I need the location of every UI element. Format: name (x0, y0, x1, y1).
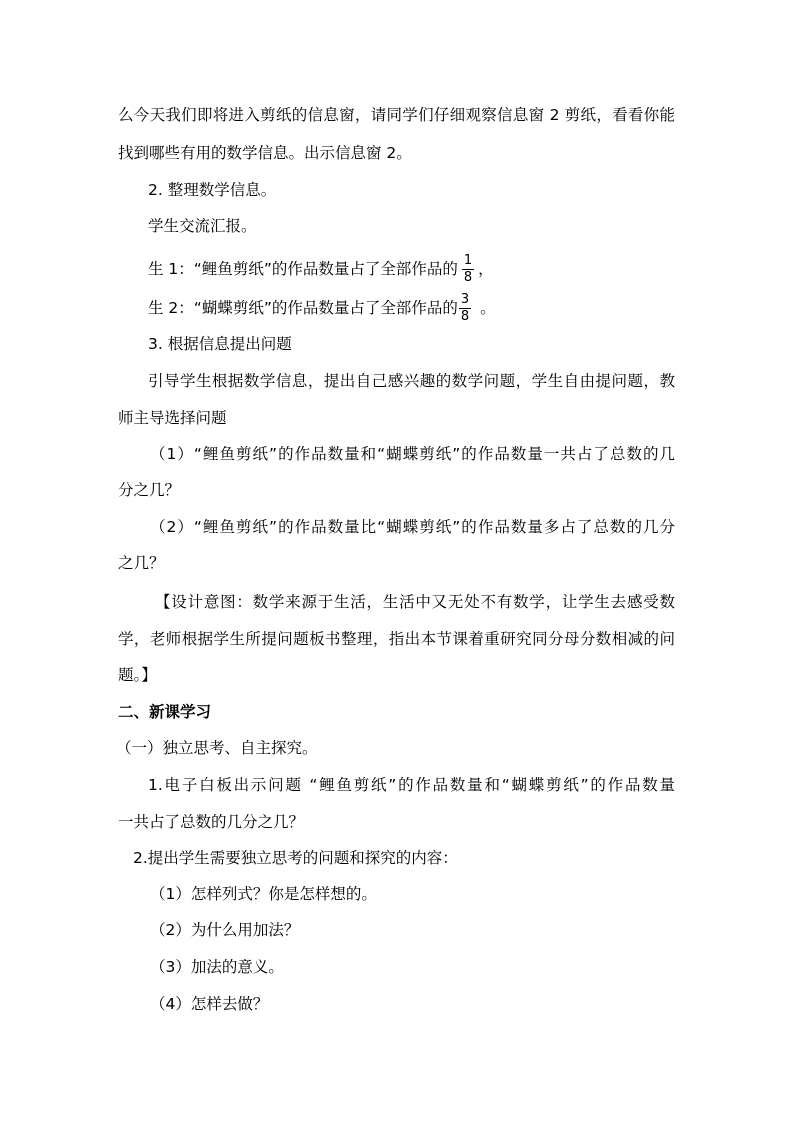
step-heading: 3. 根据信息提出问题 (148, 335, 292, 353)
step-heading: 2. 整理数学信息。 (148, 181, 277, 199)
answer-punct: 。 (475, 299, 496, 317)
subsection-heading: （一）独立思考、自主探究。 (116, 739, 318, 757)
list-item-cont: 一共占了总数的几分之几？ (118, 813, 305, 831)
paragraph-line: 师主导选择问题 (118, 409, 227, 427)
question-2-cont: 之几？ (118, 554, 165, 572)
design-intent-cont: 学，老师根据学生所提问题板书整理，指出本节课着重研究同分母分数相减的问 (118, 630, 675, 648)
answer-text: 生 2：“蝴蝶剪纸”的作品数量占了全部作品的 (148, 299, 458, 317)
sub-question: （3）加法的意义。 (150, 958, 284, 976)
section-heading: 二、新课学习 (118, 703, 212, 721)
fraction-denominator: 8 (460, 309, 470, 324)
design-intent-end: 题。】 (118, 666, 157, 684)
fraction-numerator: 1 (463, 253, 473, 268)
question-1-cont: 分之几？ (118, 481, 181, 499)
answer-punct: ， (478, 260, 494, 278)
paragraph-line: 找到哪些有用的数学信息。出示信息窗 2。 (118, 144, 412, 162)
fraction-three-eighths (459, 293, 471, 324)
list-item: 2.提出学生需要独立思考的问题和探究的内容： (133, 849, 458, 867)
paragraph-line: 学生交流汇报。 (148, 217, 257, 235)
sub-question: （2）为什么用加法？ (150, 921, 300, 939)
list-item: 1.电子白板出示问题 “鲤鱼剪纸”的作品数量和“蝴蝶剪纸”的作品数量 (148, 776, 675, 794)
student-answer-2 (148, 293, 708, 324)
fraction-numerator: 3 (460, 292, 470, 307)
paragraph-line: 引导学生根据数学信息，提出自己感兴趣的数学问题，学生自由提问题，教 (148, 372, 675, 390)
sub-question: （1）怎样列式？你是怎样想的。 (150, 885, 377, 903)
student-answer-1 (148, 254, 708, 285)
paragraph-line: 么今天我们即将进入剪纸的信息窗，请同学们仔细观察信息窗 2 剪纸，看看你能 (118, 106, 675, 124)
fraction-denominator: 8 (463, 270, 473, 285)
answer-text: 生 1：“鲤鱼剪纸”的作品数量占了全部作品的 (148, 260, 458, 278)
design-intent: 【设计意图：数学来源于生活，生活中又无处不有数学，让学生去感受数 (155, 593, 675, 611)
fraction-one-eighth (462, 254, 474, 285)
question-2: （2）“鲤鱼剪纸”的作品数量比“蝴蝶剪纸”的作品数量多占了总数的几分 (150, 518, 675, 536)
question-1: （1）“鲤鱼剪纸”的作品数量和“蝴蝶剪纸”的作品数量一共占了总数的几 (150, 445, 675, 463)
sub-question: （4）怎样去做？ (150, 995, 269, 1013)
